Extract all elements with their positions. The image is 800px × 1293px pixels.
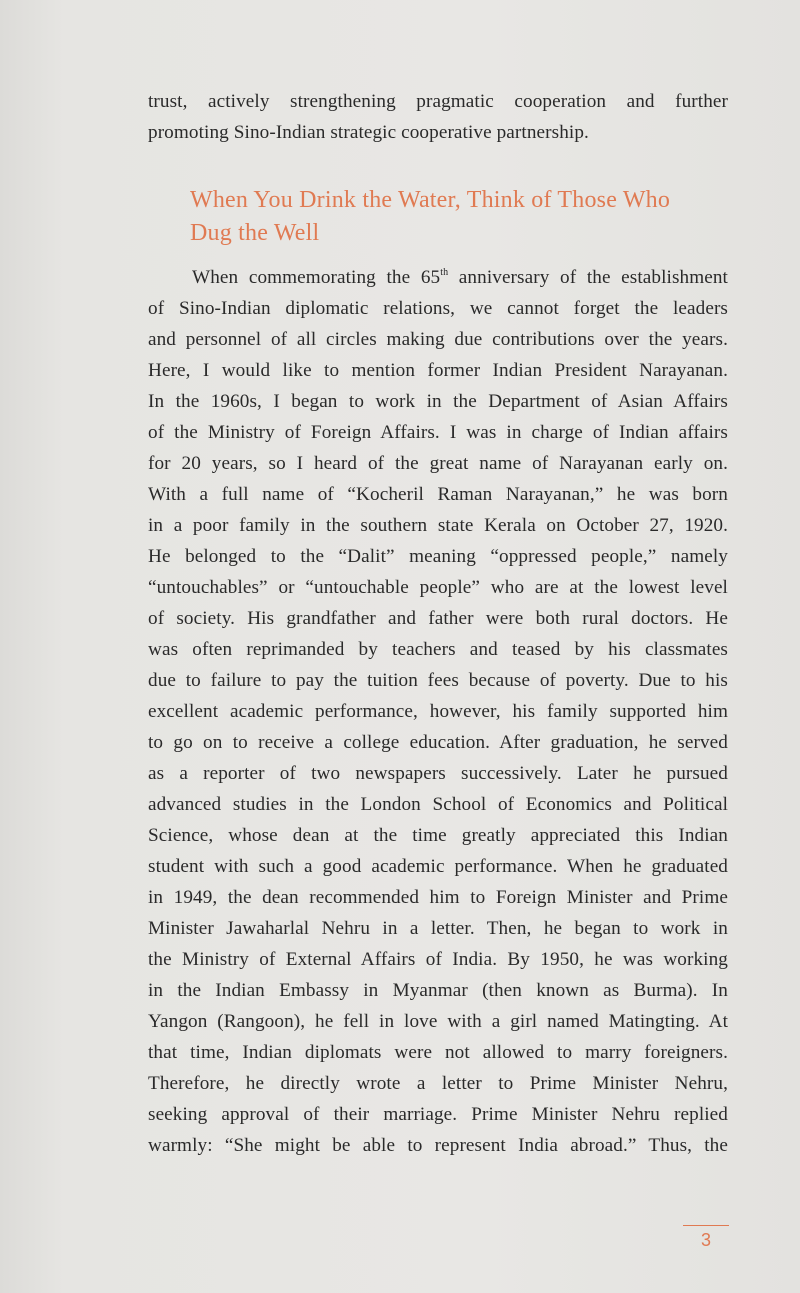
body-line: Minister Jawaharlal Nehru in a letter. Then, he began to work in bbox=[148, 918, 728, 939]
body-line: in a poor family in the southern state Kerala on October 27, 1920. bbox=[148, 515, 728, 536]
body-paragraph bbox=[148, 262, 728, 1161]
body-line: for 20 years, so I heard of the great name of Narayanan early on. bbox=[148, 453, 728, 474]
body-line: Therefore, he directly wrote a letter to Prime Minister Nehru, bbox=[148, 1073, 728, 1094]
body-line: was often reprimanded by teachers and teased by his classmates bbox=[148, 639, 728, 660]
body-line: due to failure to pay the tuition fees because of poverty. Due to his bbox=[148, 670, 728, 691]
body-line: advanced studies in the London School of Economics and Political bbox=[148, 794, 728, 815]
body-line: “untouchables” or “untouchable people” who are at the lowest level bbox=[148, 577, 728, 598]
body-line: student with such a good academic performance. When he graduated bbox=[148, 856, 728, 877]
body-line: in the Indian Embassy in Myanmar (then known as Burma). In bbox=[148, 980, 728, 1001]
body-line: In the 1960s, I began to work in the Department of Asian Affairs bbox=[148, 391, 728, 412]
page-number: 3 bbox=[700, 1230, 711, 1250]
body-line: He belonged to the “Dalit” meaning “oppressed people,” namely bbox=[148, 546, 728, 567]
body-line: warmly: “She might be able to represent India abroad.” Thus, the bbox=[148, 1135, 728, 1156]
body-line: excellent academic performance, however, his family supported him bbox=[148, 701, 728, 722]
body-line: seeking approval of their marriage. Prime Minister Nehru replied bbox=[148, 1104, 728, 1125]
body-line: that time, Indian diplomats were not allowed to marry foreigners. bbox=[148, 1042, 728, 1063]
body-line: With a full name of “Kocheril Raman Narayanan,” he was born bbox=[148, 484, 728, 505]
body-line: as a reporter of two newspapers successively. Later he pursued bbox=[148, 763, 728, 784]
body-line: the Ministry of External Affairs of India. By 1950, he was working bbox=[148, 949, 728, 970]
body-line: to go on to receive a college education. After graduation, he served bbox=[148, 732, 728, 753]
first-line-start: When commemorating the 65 bbox=[192, 267, 441, 288]
body-line: Yangon (Rangoon), he fell in love with a girl named Matingting. At bbox=[148, 1011, 728, 1032]
footer-rule bbox=[683, 1225, 729, 1226]
body-line: Science, whose dean at the time greatly appreciated this Indian bbox=[148, 825, 728, 846]
ordinal-suffix: th bbox=[440, 266, 449, 278]
intro-line: trust, actively strengthening pragmatic cooperation and further bbox=[148, 91, 728, 112]
body-line: of Sino-Indian diplomatic relations, we cannot forget the leaders bbox=[148, 298, 728, 319]
first-line-end: anniversary of the establishment bbox=[448, 267, 728, 288]
body-line: Here, I would like to mention former Indian President Narayanan. bbox=[148, 360, 728, 381]
heading-line: When You Drink the Water, Think of Those Who bbox=[190, 187, 671, 213]
body-line: of society. His grandfather and father were both rural doctors. He bbox=[148, 608, 728, 629]
intro-paragraph bbox=[148, 86, 728, 148]
body-line: and personnel of all circles making due contributions over the years. bbox=[148, 329, 728, 350]
body-line: in 1949, the dean recommended him to Foreign Minister and Prime bbox=[148, 887, 728, 908]
body-first-line bbox=[148, 262, 728, 293]
body-line: of the Ministry of Foreign Affairs. I was in charge of Indian affairs bbox=[148, 422, 728, 443]
intro-line: promoting Sino-Indian strategic cooperative partnership. bbox=[148, 122, 589, 143]
section-heading bbox=[190, 184, 730, 250]
heading-line: Dug the Well bbox=[190, 220, 320, 246]
